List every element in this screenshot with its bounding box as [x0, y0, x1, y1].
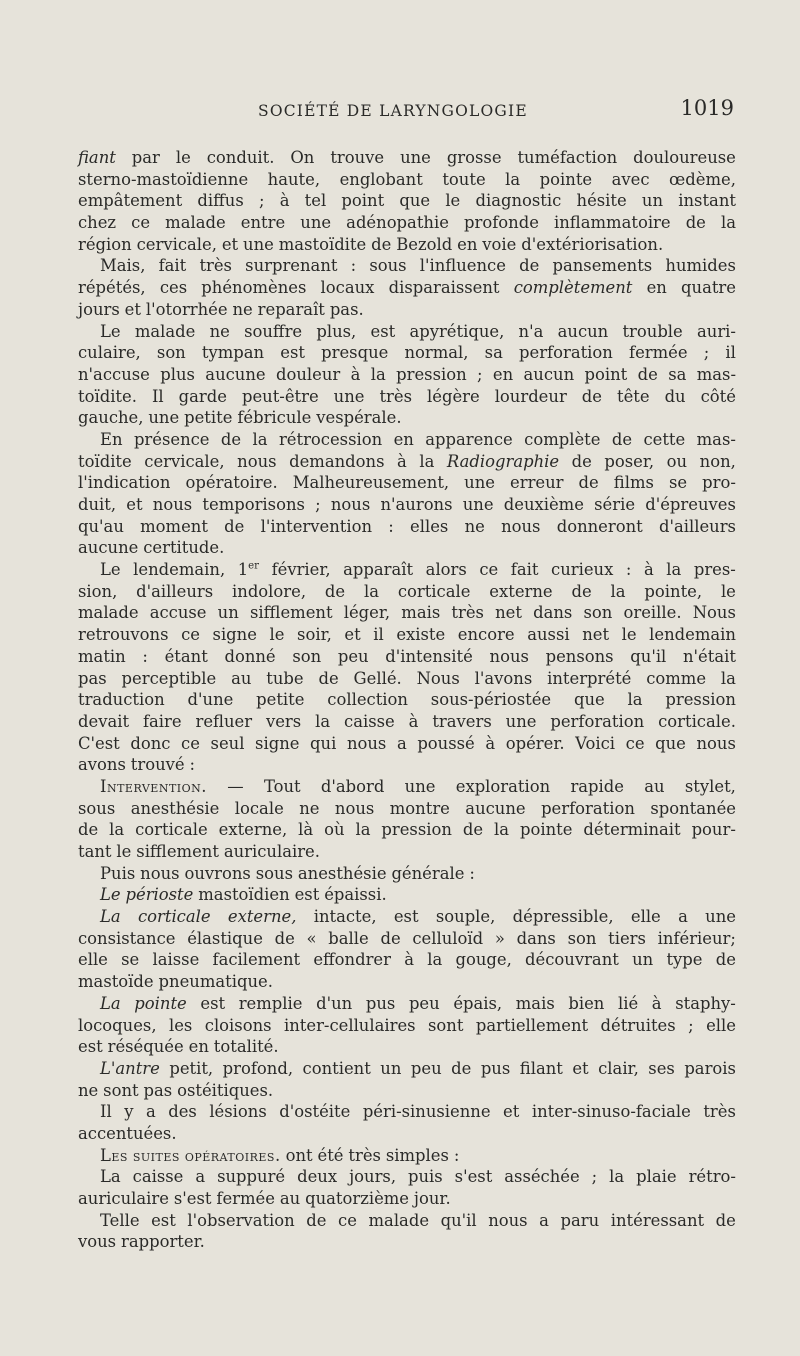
text-line: En présence de la rétrocession en apparence complète de cette mas-	[100, 429, 736, 449]
text-line: jours et l'otorrhée ne reparaît pas.	[78, 299, 364, 319]
text-line: vous rapporter.	[78, 1232, 205, 1252]
text-line: Le périoste mastoïdien est épaissi.	[100, 885, 387, 905]
text-line: est réséquée en totalité.	[78, 1037, 279, 1057]
text-line: traduction d'une petite collection sous-périostée que la pression	[78, 690, 736, 710]
text-line: toïdite cervicale, nous demandons à la Radiographie de poser, ou non,	[78, 451, 736, 471]
text-line: aucune certitude.	[78, 538, 225, 558]
text-line: locoques, les cloisons inter-cellulaires sont partiellement détruites ; elle	[78, 1015, 736, 1035]
text-line: toïdite. Il garde peut-être une très légère lourdeur de tête du côté	[78, 386, 736, 406]
text-line: ne sont pas ostéitiques.	[78, 1080, 274, 1100]
text-line: n'accuse plus aucune douleur à la pression ; en aucun point de sa mas-	[78, 364, 736, 384]
text-line: devait faire refluer vers la caisse à travers une perforation corticale.	[78, 711, 736, 731]
text-line: empâtement diffus ; à tel point que le diagnostic hésite un instant	[78, 191, 736, 211]
text-line: pas perceptible au tube de Gellé. Nous l'avons interprété comme la	[78, 668, 736, 688]
text-line: Les suites opératoires. ont été très simples :	[100, 1145, 460, 1165]
body-text	[78, 147, 736, 1253]
text-line: L'antre petit, profond, contient un peu de pus filant et clair, ses parois	[100, 1058, 736, 1078]
text-line: Il y a des lésions d'ostéite péri-sinusienne et inter-sinuso-faciale très	[100, 1102, 736, 1122]
text-line: La pointe est remplie d'un pus peu épais, mais bien lié à staphy-	[100, 993, 736, 1013]
text-line: chez ce malade entre une adénopathie profonde inflammatoire de la	[78, 213, 736, 233]
text-line: Le lendemain, 1er février, apparaît alors ce fait curieux : à la pres-	[100, 560, 736, 580]
text-line: gauche, une petite fébricule vespérale.	[78, 408, 402, 428]
text-line: Telle est l'observation de ce malade qu'il nous a paru intéressant de	[100, 1210, 736, 1230]
text-line: La caisse a suppuré deux jours, puis s'est asséchée ; la plaie rétro-	[100, 1167, 736, 1187]
text-line: malade accuse un sifflement léger, mais très net dans son oreille. Nous	[78, 603, 736, 623]
text-line: qu'au moment de l'intervention : elles ne nous donneront d'ailleurs	[78, 516, 736, 536]
page-header	[78, 96, 738, 128]
text-line: Le malade ne souffre plus, est apyrétique, n'a aucun trouble auri-	[100, 321, 736, 341]
text-line: elle se laisse facilement effondrer à la gouge, découvrant un type de	[78, 950, 736, 970]
text-line: sterno-mastoïdienne haute, englobant toute la pointe avec œdème,	[78, 169, 736, 189]
text-line: Mais, fait très surprenant : sous l'influence de pansements humides	[100, 256, 736, 276]
text-line: accentuées.	[78, 1123, 177, 1143]
text-line: sion, d'ailleurs indolore, de la corticale externe de la pointe, le	[78, 581, 736, 601]
text-line: sous anesthésie locale ne nous montre aucune perforation spontanée	[78, 798, 736, 818]
text-line: culaire, son tympan est presque normal, sa perforation fermée ; il	[78, 343, 736, 363]
page-number: 1019	[680, 96, 734, 120]
text-line: fiant par le conduit. On trouve une grosse tuméfaction douloureuse	[78, 148, 736, 167]
text-line: répétés, ces phénomènes locaux disparaissent complètement en quatre	[78, 278, 736, 298]
text-line: mastoïde pneumatique.	[78, 972, 273, 992]
text-line: La corticale externe, intacte, est souple, dépressible, elle a une	[100, 907, 736, 927]
text-line: C'est donc ce seul signe qui nous a poussé à opérer. Voici ce que nous	[78, 733, 736, 753]
text-line: duit, et nous temporisons ; nous n'aurons une deuxième série d'épreuves	[78, 495, 736, 514]
text-line: Puis nous ouvrons sous anesthésie générale :	[100, 863, 475, 883]
text-line: l'indication opératoire. Malheureusement, une erreur de films se pro-	[78, 473, 736, 493]
text-line: avons trouvé :	[78, 755, 196, 775]
text-line: tant le sifflement auriculaire.	[78, 842, 320, 861]
text-line: Intervention. — Tout d'abord une exploration rapide au stylet,	[100, 776, 736, 796]
text-line: matin : étant donné son peu d'intensité nous pensons qu'il n'était	[78, 646, 736, 666]
text-line: auriculaire s'est fermée au quatorzième jour.	[78, 1189, 451, 1208]
running-title: SOCIÉTÉ DE LARYNGOLOGIE	[258, 102, 528, 120]
text-line: retrouvons ce signe le soir, et il existe encore aussi net le lendemain	[78, 625, 736, 645]
text-line: de la corticale externe, là où la pression de la pointe déterminait pour-	[78, 820, 736, 840]
text-line: consistance élastique de « balle de celluloïd » dans son tiers inférieur;	[78, 928, 736, 948]
text-line: région cervicale, et une mastoïdite de Bezold en voie d'extériorisation.	[78, 234, 664, 254]
